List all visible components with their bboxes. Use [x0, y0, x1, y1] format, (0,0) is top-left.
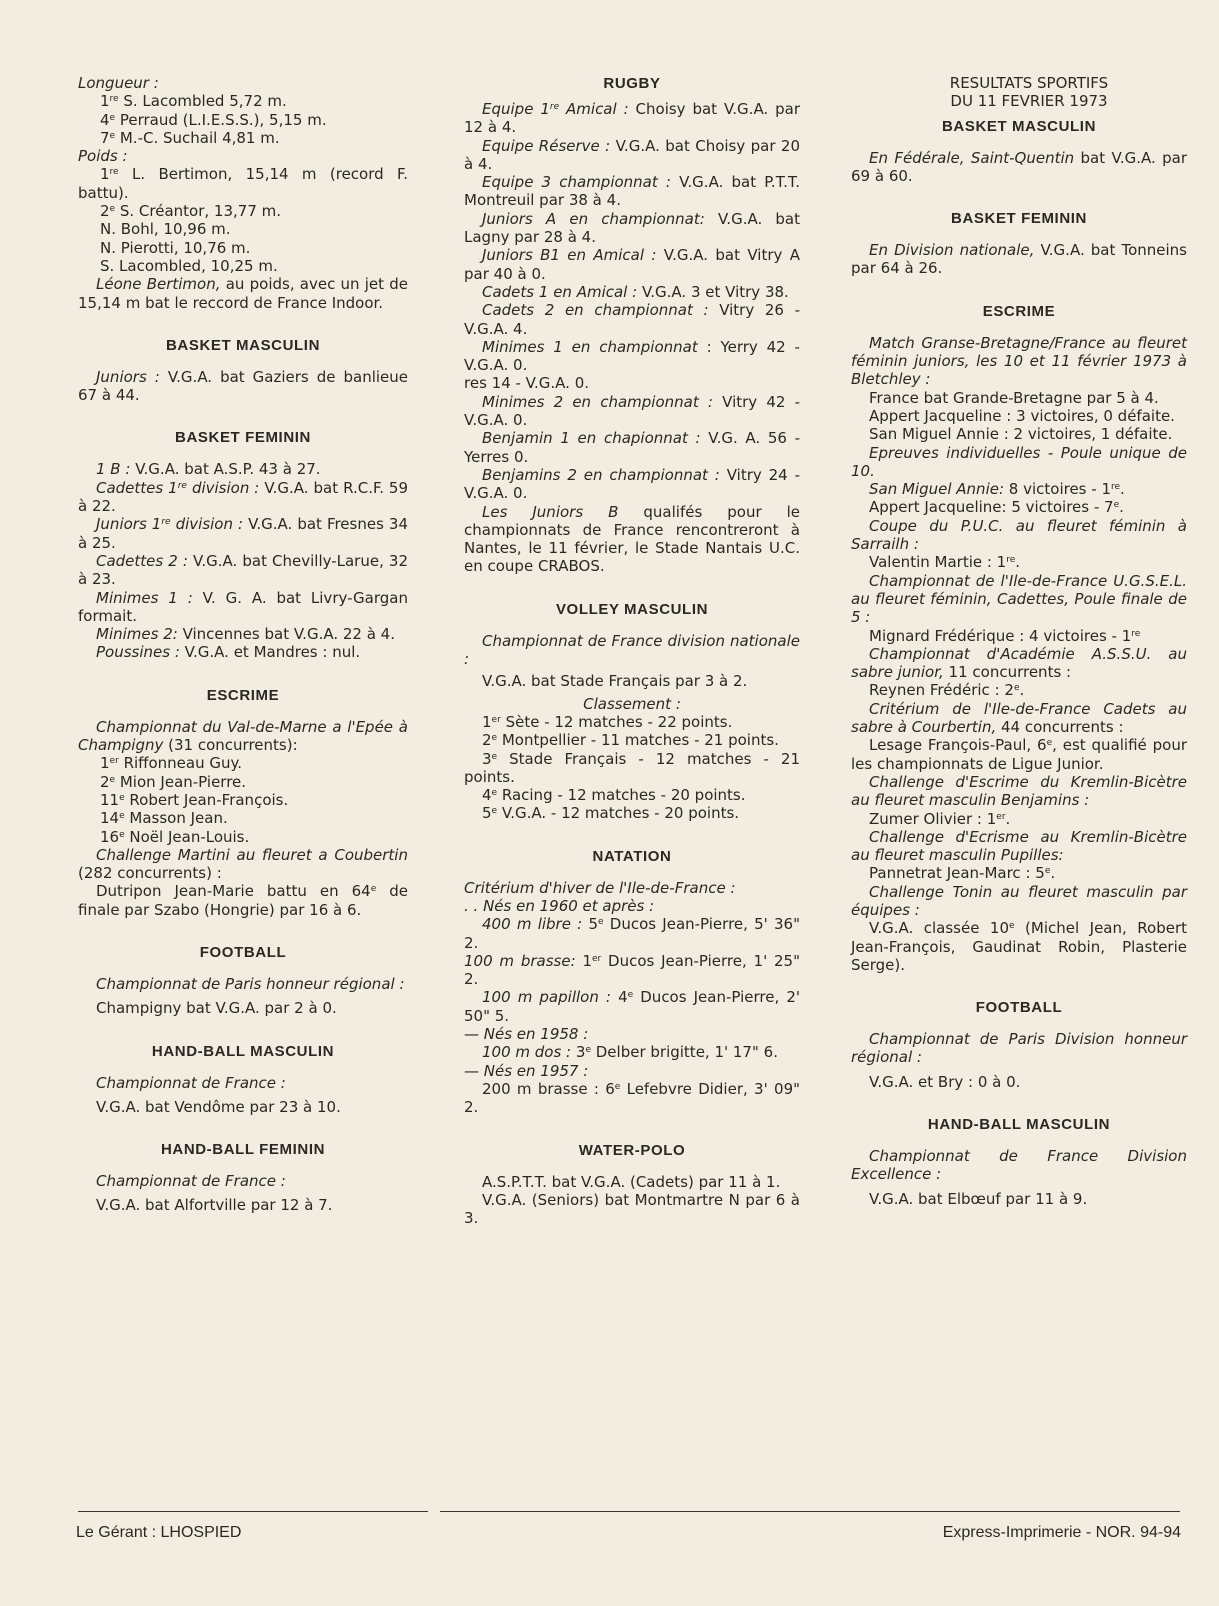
section-title-football: FOOTBALL: [199, 943, 287, 961]
result-paragraph: Critérium d'hiver de l'Ile-de-France :: [464, 878, 736, 897]
result-paragraph: Juniors B1 en Amical : V.G.A. bat Vitry A par 40 à 0.: [464, 246, 800, 283]
result-paragraph: Benjamins 2 en championnat : Vitry 24 - V.G.A. 0.: [464, 465, 800, 503]
classement-row: 2e Montpellier - 11 matches - 21 points.: [482, 731, 779, 750]
result-paragraph: Championnat de France :: [96, 1172, 286, 1191]
result-paragraph: Cadets 1 en Amical : V.G.A. 3 et Vitry 38.: [482, 282, 789, 301]
result-paragraph: 400 m libre : 5e Ducos Jean-Pierre, 5' 36" 2.: [464, 915, 801, 952]
result-paragraph: San Miguel Annie : 2 victoires, 1 défaite.: [869, 425, 1173, 444]
result-paragraph: Cadettes 1re division : V.G.A. bat R.C.F. 59 à 22.: [78, 478, 408, 516]
section-title-water-polo: WATER-POLO: [578, 1141, 686, 1159]
result-paragraph: Minimes 2 en championnat : Vitry 42 - V.G.A. 0.: [464, 392, 801, 430]
result-paragraph: Minimes 1 : V. G. A. bat Livry-Gargan formait.: [78, 588, 408, 625]
result-paragraph: 200 m brasse : 6e Lefebvre Didier, 3' 09" 2.: [464, 1079, 801, 1117]
longueur-label: Longueur :: [78, 74, 159, 92]
footer-publisher: Le Gérant : LHOSPIED: [76, 1524, 242, 1541]
result-paragraph: En Fédérale, Saint-Quentin bat V.G.A. par 69 à 60.: [851, 148, 1188, 185]
footer-rule: [440, 1511, 1180, 1512]
column-3: [851, 74, 1187, 1208]
result-paragraph: Challenge Tonin au fleuret masculin par équipes :: [851, 882, 1187, 919]
result-paragraph: Equipe 3 championnat : V.G.A. bat P.T.T. Montreuil par 38 à 4.: [464, 173, 800, 210]
result-paragraph: Epreuves individuelles - Poule unique de 10.: [851, 443, 1187, 480]
result-paragraph: V.G.A. (Seniors) bat Montmartre N par 6 à 3.: [464, 1190, 800, 1228]
result-paragraph: Benjamin 1 en chapionnat : V.G. A. 56 - Yerres 0.: [464, 429, 800, 466]
result-paragraph: Mignard Frédérique : 4 victoires - 1re: [869, 626, 1141, 645]
result-paragraph: Championnat de France :: [96, 1073, 286, 1092]
section-title-football: FOOTBALL: [975, 999, 1063, 1017]
result-paragraph: Zumer Olivier : 1er.: [869, 809, 1011, 828]
section-title-basket-feminin: BASKET FEMININ: [175, 429, 311, 447]
footer-printer: Express-Imprimerie - NOR. 94-94: [942, 1524, 1181, 1541]
result-paragraph: A.S.P.T.T. bat V.G.A. (Cadets) par 11 à 1.: [482, 1172, 781, 1191]
result-paragraph: Cadettes 2 : V.G.A. bat Chevilly-Larue, 32 à 23.: [78, 551, 409, 589]
longueur-row: 1re S. Lacombled 5,72 m.: [100, 92, 287, 111]
poids-row: N. Pierotti, 10,76 m.: [100, 238, 251, 257]
result-paragraph: Poussines : V.G.A. et Mandres : nul.: [96, 643, 361, 662]
longueur-row: 7e M.-C. Suchail 4,81 m.: [100, 128, 280, 147]
poids-row: 1re L. Bertimon, 15,14 m (record F. battu).: [78, 165, 408, 202]
column-1: [78, 74, 408, 1215]
result-paragraph: Appert Jacqueline: 5 victoires - 7e.: [869, 498, 1124, 517]
result-paragraph: V.G.A. bat Elbœuf par 11 à 9.: [869, 1189, 1088, 1208]
longueur-row: 4e Perraud (L.I.E.S.S.), 5,15 m.: [100, 110, 327, 129]
section-title-basket-feminin: BASKET FEMININ: [951, 210, 1087, 228]
classement-row: 1er Sète - 12 matches - 22 points.: [482, 712, 733, 731]
page-header: RESULTATS SPORTIFS: [949, 74, 1109, 92]
result-paragraph: — Nés en 1958 :: [464, 1025, 589, 1044]
result-paragraph: . . Nés en 1960 et après :: [464, 896, 655, 915]
result-paragraph: Championnat de Paris Division honneur régional :: [851, 1030, 1187, 1067]
result-paragraph: San Miguel Annie: 8 victoires - 1re.: [869, 480, 1125, 499]
poids-row: 2e S. Créantor, 13,77 m.: [100, 202, 282, 221]
result-paragraph: Challenge Martini au fleuret a Coubertin (282 concurrents) :: [78, 845, 408, 883]
result-paragraph: res 14 - V.G.A. 0.: [464, 374, 590, 393]
footer-rule: [78, 1511, 428, 1512]
result-paragraph: Appert Jacqueline : 3 victoires, 0 défaite.: [869, 406, 1175, 425]
result-paragraph: Equipe 1re Amical : Choisy bat V.G.A. par 12 à 4.: [464, 100, 800, 137]
result-paragraph: Juniors : V.G.A. bat Gaziers de banlieue 67 à 44.: [78, 367, 408, 405]
result-paragraph: Championnat de France Division Excellence :: [851, 1147, 1187, 1184]
column-2: [464, 74, 800, 1227]
escrime-row: 2e Mion Jean-Pierre.: [100, 772, 247, 791]
escrime-row: 14e Masson Jean.: [100, 809, 228, 828]
result-paragraph: Championnat de France division nationale :: [464, 631, 800, 669]
result-paragraph: Cadets 2 en championnat : Vitry 26 - V.G.A. 4.: [464, 301, 801, 338]
result-paragraph: Champigny bat V.G.A. par 2 à 0.: [96, 999, 337, 1018]
classement-row: 5e V.G.A. - 12 matches - 20 points.: [482, 804, 740, 823]
section-title-handball-feminin: HAND-BALL FEMININ: [160, 1141, 326, 1159]
leone-paragraph: Léone Bertimon, au poids, avec un jet de 15,14 m bat le reccord de France Indoor.: [78, 275, 408, 312]
result-paragraph: France bat Grande-Bretagne par 5 à 4.: [869, 388, 1159, 407]
result-paragraph: Championnat du Val-de-Marne a l'Epée à Champigny (31 concurrents):: [78, 717, 408, 755]
poids-row: N. Bohl, 10,96 m.: [100, 220, 231, 239]
section-title-rugby: RUGBY: [603, 75, 661, 92]
section-title-escrime: ESCRIME: [982, 302, 1056, 320]
result-paragraph: Les Juniors B qualifés pour le championnats de France rencontreront à Nantes, le 11 février, le Stade Nantais U.C. en coupe CRABOS.: [464, 502, 801, 576]
section-title-natation: NATATION: [592, 847, 672, 865]
result-paragraph: 100 m papillon : 4e Ducos Jean-Pierre, 2' 50" 5.: [464, 988, 801, 1025]
result-paragraph: Juniors 1re division : V.G.A. bat Fresnes 34 à 25.: [78, 515, 409, 552]
result-paragraph: Championnat d'Académie A.S.S.U. au sabre junior, 11 concurrents :: [851, 644, 1187, 682]
result-paragraph: Critérium de l'Ile-de-France Cadets au sabre à Courbertin, 44 concurrents :: [851, 699, 1187, 737]
result-paragraph: Valentin Martie : 1re.: [869, 553, 1021, 572]
result-paragraph: Match Granse-Bretagne/France au fleuret féminin juniors, les 10 et 11 février 1973 à Bletchley :: [851, 333, 1187, 389]
result-paragraph: Lesage François-Paul, 6e, est qualifié pour les championnats de Ligue Junior.: [851, 736, 1187, 773]
result-paragraph: Reynen Frédéric : 2e.: [869, 681, 1025, 700]
classement-row: 4e Racing - 12 matches - 20 points.: [482, 786, 746, 805]
section-title-volley-masculin: VOLLEY MASCULIN: [555, 600, 709, 618]
section-title-handball-masculin: HAND-BALL MASCULIN: [151, 1042, 335, 1060]
result-paragraph: Equipe Réserve : V.G.A. bat Choisy par 20 à 4.: [464, 136, 800, 173]
result-paragraph: Minimes 2: Vincennes bat V.G.A. 22 à 4.: [96, 625, 395, 644]
result-paragraph: Minimes 1 en championnat : Yerry 42 - V.G.A. 0.: [464, 337, 800, 375]
result-paragraph: V.G.A. bat Alfortville par 12 à 7.: [96, 1196, 333, 1215]
result-paragraph: Championnat de Paris honneur régional :: [96, 974, 405, 993]
result-paragraph: 1 B : V.G.A. bat A.S.P. 43 à 27.: [96, 460, 321, 479]
poids-row: S. Lacombled, 10,25 m.: [100, 256, 278, 275]
escrime-row: 16e Noël Jean-Louis.: [100, 827, 250, 846]
result-paragraph: V.G.A. classée 10e (Michel Jean, Robert Jean-François, Gaudinat Robin, Plasterie Serge).: [851, 919, 1187, 974]
section-title-basket-masculin: BASKET MASCULIN: [942, 117, 1096, 135]
classement-row: 3e Stade Français - 12 matches - 21 points.: [464, 749, 800, 786]
section-title-escrime: ESCRIME: [206, 686, 280, 704]
classement-label: Classement :: [583, 694, 681, 713]
page-header-date: DU 11 FEVRIER 1973: [950, 92, 1108, 111]
result-paragraph: Championnat de l'Ile-de-France U.G.S.E.L. au fleuret féminin, Cadettes, Poule finale de 5 :: [851, 571, 1187, 627]
result-paragraph: V.G.A. bat Vendôme par 23 à 10.: [96, 1097, 341, 1116]
result-paragraph: Challenge d'Escrime du Kremlin-Bicètre au fleuret masculin Benjamins :: [851, 772, 1187, 810]
escrime-row: 11e Robert Jean-François.: [100, 790, 289, 809]
result-paragraph: 100 m brasse: 1er Ducos Jean-Pierre, 1' 25" 2.: [464, 951, 800, 989]
escrime-row: 1er Riffonneau Guy.: [100, 754, 243, 773]
section-title-handball-masculin: HAND-BALL MASCULIN: [927, 1116, 1111, 1134]
section-title-basket-masculin: BASKET MASCULIN: [166, 336, 320, 354]
result-paragraph: Juniors A en championnat: V.G.A. bat Lagny par 28 à 4.: [464, 209, 800, 247]
result-paragraph: Coupe du P.U.C. au fleuret féminin à Sarrailh :: [851, 516, 1187, 554]
result-paragraph: Challenge d'Ecrisme au Kremlin-Bicètre au fleuret masculin Pupilles:: [851, 827, 1187, 865]
result-paragraph: Pannetrat Jean-Marc : 5e.: [869, 864, 1056, 883]
poids-label: Poids :: [78, 147, 128, 166]
result-paragraph: 100 m dos : 3e Delber brigitte, 1' 17" 6.: [482, 1043, 778, 1062]
result-paragraph: V.G.A. bat Stade Français par 3 à 2.: [482, 672, 748, 691]
result-paragraph: — Nés en 1957 :: [464, 1061, 589, 1080]
result-paragraph: En Division nationale, V.G.A. bat Tonneins par 64 à 26.: [851, 241, 1187, 278]
result-paragraph: V.G.A. et Bry : 0 à 0.: [869, 1072, 1021, 1091]
result-paragraph: Dutripon Jean-Marie battu en 64e de finale par Szabo (Hongrie) par 16 à 6.: [78, 882, 408, 919]
